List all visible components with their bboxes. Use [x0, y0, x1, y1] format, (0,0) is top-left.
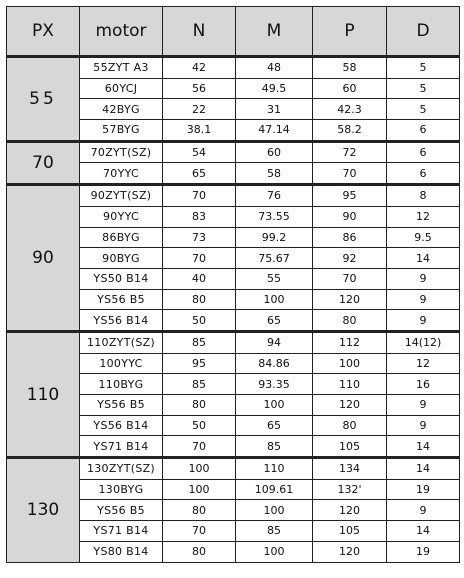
cell-m: 60 — [236, 141, 313, 163]
cell-n: 65 — [163, 163, 236, 185]
px-group-cell: 70 — [7, 141, 80, 184]
px-group-cell: 110 — [7, 331, 80, 457]
cell-p: 120 — [313, 541, 387, 562]
cell-p: 100 — [313, 353, 387, 374]
cell-d: 5 — [387, 78, 460, 99]
cell-motor: 86BYG — [80, 227, 163, 248]
cell-d: 6 — [387, 141, 460, 163]
cell-n: 95 — [163, 353, 236, 374]
cell-n: 80 — [163, 500, 236, 521]
cell-m: 48 — [236, 57, 313, 79]
cell-m: 49.5 — [236, 78, 313, 99]
cell-motor: YS50 B14 — [80, 268, 163, 289]
header-m: M — [236, 7, 313, 57]
cell-n: 50 — [163, 415, 236, 436]
cell-p: 80 — [313, 310, 387, 332]
cell-m: 31 — [236, 99, 313, 120]
header-p: P — [313, 7, 387, 57]
cell-d: 14(12) — [387, 331, 460, 353]
cell-motor: YS80 B14 — [80, 541, 163, 562]
cell-n: 50 — [163, 310, 236, 332]
cell-m: 76 — [236, 185, 313, 207]
cell-d: 5 — [387, 57, 460, 79]
cell-m: 100 — [236, 395, 313, 416]
cell-n: 70 — [163, 185, 236, 207]
cell-m: 109.61 — [236, 479, 313, 500]
cell-motor: YS56 B14 — [80, 415, 163, 436]
header-d: D — [387, 7, 460, 57]
cell-p: 110 — [313, 374, 387, 395]
cell-p: 72 — [313, 141, 387, 163]
cell-motor: YS56 B14 — [80, 310, 163, 332]
cell-m: 110 — [236, 458, 313, 480]
cell-motor: 130BYG — [80, 479, 163, 500]
header-row — [7, 7, 460, 57]
cell-motor: YS71 B14 — [80, 436, 163, 458]
cell-d: 14 — [387, 248, 460, 269]
table-row — [7, 141, 460, 163]
cell-p: 70 — [313, 268, 387, 289]
cell-motor: 100YYC — [80, 353, 163, 374]
header-motor: motor — [80, 7, 163, 57]
cell-m: 93.35 — [236, 374, 313, 395]
cell-p: 60 — [313, 78, 387, 99]
cell-motor: 70YYC — [80, 163, 163, 185]
cell-m: 47.14 — [236, 120, 313, 142]
cell-motor: 90YYC — [80, 206, 163, 227]
motor-spec-table — [6, 6, 460, 563]
header-n: N — [163, 7, 236, 57]
px-group-cell: 90 — [7, 185, 80, 332]
px-group-cell: 130 — [7, 458, 80, 562]
cell-p: 132' — [313, 479, 387, 500]
cell-d: 9 — [387, 289, 460, 310]
cell-d: 9 — [387, 268, 460, 289]
cell-n: 56 — [163, 78, 236, 99]
cell-p: 112 — [313, 331, 387, 353]
cell-d: 5 — [387, 99, 460, 120]
cell-p: 58 — [313, 57, 387, 79]
cell-m: 65 — [236, 310, 313, 332]
cell-d: 8 — [387, 185, 460, 207]
cell-motor: YS56 B5 — [80, 500, 163, 521]
cell-n: 83 — [163, 206, 236, 227]
cell-p: 86 — [313, 227, 387, 248]
cell-d: 9 — [387, 500, 460, 521]
cell-motor: 55ZYT A3 — [80, 57, 163, 79]
cell-d: 19 — [387, 541, 460, 562]
cell-p: 90 — [313, 206, 387, 227]
cell-m: 75.67 — [236, 248, 313, 269]
cell-d: 14 — [387, 436, 460, 458]
cell-m: 99.2 — [236, 227, 313, 248]
cell-motor: 110BYG — [80, 374, 163, 395]
cell-d: 9 — [387, 310, 460, 332]
table-row — [7, 458, 460, 480]
cell-n: 73 — [163, 227, 236, 248]
cell-n: 100 — [163, 479, 236, 500]
cell-n: 100 — [163, 458, 236, 480]
cell-motor: YS71 B14 — [80, 521, 163, 542]
cell-motor: 130ZYT(SZ) — [80, 458, 163, 480]
cell-p: 92 — [313, 248, 387, 269]
cell-d: 16 — [387, 374, 460, 395]
cell-p: 95 — [313, 185, 387, 207]
cell-p: 80 — [313, 415, 387, 436]
table-row — [7, 185, 460, 207]
cell-n: 70 — [163, 436, 236, 458]
cell-m: 100 — [236, 500, 313, 521]
cell-m: 100 — [236, 541, 313, 562]
cell-d: 14 — [387, 521, 460, 542]
cell-p: 42.3 — [313, 99, 387, 120]
cell-motor: 90BYG — [80, 248, 163, 269]
cell-p: 105 — [313, 521, 387, 542]
cell-motor: 70ZYT(SZ) — [80, 141, 163, 163]
cell-m: 55 — [236, 268, 313, 289]
cell-n: 80 — [163, 541, 236, 562]
cell-n: 54 — [163, 141, 236, 163]
cell-m: 100 — [236, 289, 313, 310]
cell-n: 80 — [163, 395, 236, 416]
cell-motor: 57BYG — [80, 120, 163, 142]
cell-d: 19 — [387, 479, 460, 500]
cell-d: 6 — [387, 120, 460, 142]
cell-motor: 90ZYT(SZ) — [80, 185, 163, 207]
cell-n: 70 — [163, 521, 236, 542]
cell-m: 85 — [236, 436, 313, 458]
table-row — [7, 331, 460, 353]
cell-p: 134 — [313, 458, 387, 480]
cell-m: 94 — [236, 331, 313, 353]
cell-motor: 60YCJ — [80, 78, 163, 99]
cell-d: 14 — [387, 458, 460, 480]
table-row — [7, 57, 460, 79]
cell-m: 65 — [236, 415, 313, 436]
cell-n: 70 — [163, 248, 236, 269]
cell-p: 120 — [313, 500, 387, 521]
cell-n: 42 — [163, 57, 236, 79]
cell-d: 12 — [387, 206, 460, 227]
cell-m: 73.55 — [236, 206, 313, 227]
cell-m: 85 — [236, 521, 313, 542]
cell-d: 6 — [387, 163, 460, 185]
cell-m: 58 — [236, 163, 313, 185]
cell-n: 38.1 — [163, 120, 236, 142]
spec-table-container — [6, 6, 459, 573]
cell-d: 9 — [387, 415, 460, 436]
cell-motor: 42BYG — [80, 99, 163, 120]
cell-d: 9 — [387, 395, 460, 416]
cell-d: 9.5 — [387, 227, 460, 248]
cell-motor: YS56 B5 — [80, 289, 163, 310]
header-px: PX — [7, 7, 80, 57]
cell-n: 22 — [163, 99, 236, 120]
cell-p: 120 — [313, 289, 387, 310]
cell-n: 85 — [163, 331, 236, 353]
cell-n: 80 — [163, 289, 236, 310]
cell-m: 84.86 — [236, 353, 313, 374]
cell-motor: 110ZYT(SZ) — [80, 331, 163, 353]
cell-n: 40 — [163, 268, 236, 289]
cell-p: 58.2 — [313, 120, 387, 142]
cell-p: 70 — [313, 163, 387, 185]
cell-n: 85 — [163, 374, 236, 395]
cell-p: 105 — [313, 436, 387, 458]
table-body — [7, 57, 460, 563]
cell-d: 12 — [387, 353, 460, 374]
px-group-cell: 55 — [7, 57, 80, 142]
cell-p: 120 — [313, 395, 387, 416]
cell-motor: YS56 B5 — [80, 395, 163, 416]
